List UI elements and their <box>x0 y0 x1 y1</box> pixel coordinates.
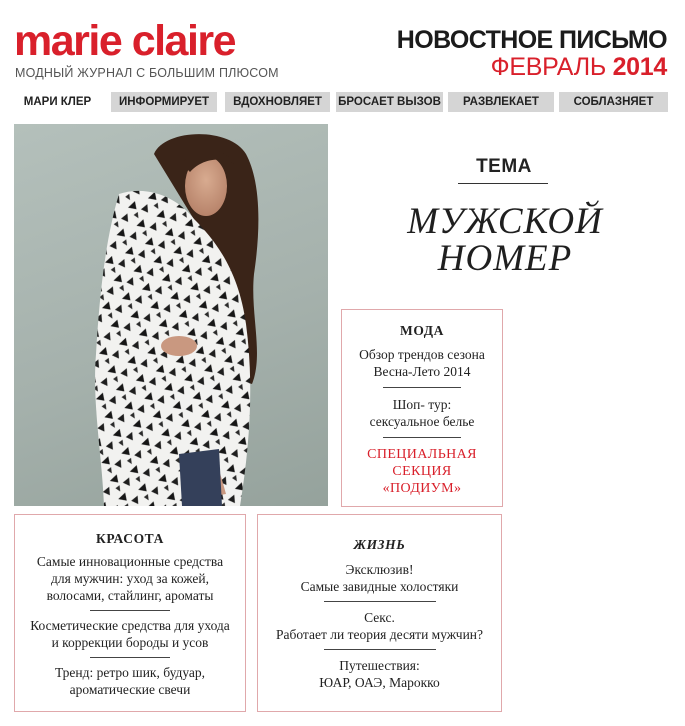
divider <box>90 610 170 611</box>
divider <box>383 437 461 438</box>
life-travel-line1: Путешествия: <box>339 658 420 673</box>
special-section-podium-link[interactable] <box>342 446 502 497</box>
main-nav <box>14 92 668 112</box>
divider <box>324 601 436 602</box>
nav-item-informs[interactable]: ИНФОРМИРУЕТ <box>111 92 217 112</box>
fashion-trends-line1: Обзор трендов сезона <box>359 347 485 362</box>
brand-tagline: МОДНЫЙ ЖУРНАЛ С БОЛЬШИМ ПЛЮСОМ <box>15 66 279 80</box>
beauty-innovations-line3: волосами, стайлинг, ароматы <box>46 588 214 603</box>
nav-item-challenges[interactable]: БРОСАЕТ ВЫЗОВ <box>336 92 443 112</box>
fashion-shop-tour-line1: Шоп- тур: <box>392 397 452 412</box>
life-bachelors-link[interactable] <box>258 561 501 595</box>
beauty-beard-care-link[interactable] <box>15 617 245 651</box>
theme-title[interactable] <box>380 203 630 277</box>
theme-divider <box>458 183 548 184</box>
life-travel-line2: ЮАР, ОАЭ, Марокко <box>319 675 440 690</box>
special-section-line3: «ПОДИУМ» <box>382 481 462 496</box>
life-sex-theory-line1: Секс. <box>364 610 395 625</box>
cover-photo[interactable] <box>14 124 328 506</box>
section-life-title: ЖИЗНЬ <box>353 537 406 552</box>
special-section-line1: СПЕЦИАЛЬНАЯ <box>367 447 477 462</box>
fashion-trends-line2: Весна-Лето 2014 <box>373 364 471 379</box>
brand-logo[interactable]: marie claire <box>14 17 236 65</box>
beauty-innovations-line2: для мужчин: уход за кожей, <box>51 571 209 586</box>
divider <box>90 657 170 658</box>
fashion-shop-tour-link[interactable] <box>342 396 502 430</box>
theme-label: ТЕМА <box>476 156 532 177</box>
beauty-beard-care-line2: и коррекции бороды и усов <box>51 635 209 650</box>
beauty-trend-line2: ароматические свечи <box>69 682 191 697</box>
life-sex-theory-line2: Работает ли теория десяти мужчин? <box>275 627 484 642</box>
section-beauty-title: КРАСОТА <box>96 531 164 546</box>
issue-month: ФЕВРАЛЬ <box>490 53 606 81</box>
section-fashion-title: МОДА <box>399 323 444 338</box>
beauty-innovations-link[interactable] <box>15 553 245 604</box>
life-sex-theory-link[interactable] <box>258 609 501 643</box>
section-beauty <box>14 514 246 712</box>
divider <box>324 649 436 650</box>
issue-year: 2014 <box>612 53 667 81</box>
beauty-trend-link[interactable] <box>15 664 245 698</box>
fashion-shop-tour-line2: сексуальное белье <box>369 414 475 429</box>
beauty-trend-line1: Тренд: ретро шик, будуар, <box>54 665 206 680</box>
divider <box>383 387 461 388</box>
newsletter-title: НОВОСТНОЕ ПИСЬМО <box>396 26 667 54</box>
life-bachelors-line2: Самые завидные холостяки <box>300 579 459 594</box>
nav-item-seduces[interactable]: СОБЛАЗНЯЕТ <box>559 92 668 112</box>
nav-item-entertains[interactable]: РАЗВЛЕКАЕТ <box>448 92 554 112</box>
model-illustration <box>14 124 328 506</box>
beauty-beard-care-line1: Косметические средства для ухода <box>30 618 230 633</box>
nav-item-marie-claire[interactable]: МАРИ КЛЕР <box>14 92 101 112</box>
section-fashion <box>341 309 503 507</box>
life-bachelors-line1: Эксклюзив! <box>345 562 414 577</box>
life-travel-link[interactable] <box>258 657 501 691</box>
beauty-innovations-line1: Самые инновационные средства <box>36 554 224 569</box>
issue-date <box>491 53 667 81</box>
theme-title-line1: МУЖСКОЙ <box>407 201 603 242</box>
fashion-trends-link[interactable] <box>342 346 502 380</box>
nav-item-inspires[interactable]: ВДОХНОВЛЯЕТ <box>225 92 330 112</box>
special-section-line2: СЕКЦИЯ <box>392 464 452 479</box>
theme-title-line2: НОМЕР <box>437 238 573 279</box>
section-life <box>257 514 502 712</box>
